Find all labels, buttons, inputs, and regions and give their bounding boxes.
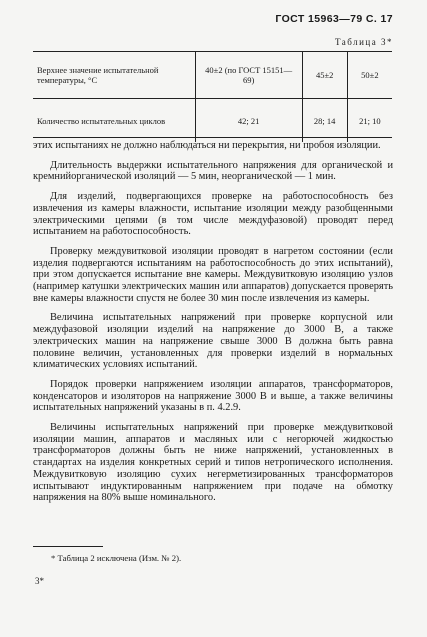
table-row-label: Верхнее значение испытательной температуры, °С xyxy=(33,52,195,99)
table-row-label: Количество испытательных циклов xyxy=(37,115,166,126)
table-cell: 42; 21 xyxy=(195,99,302,143)
page-header xyxy=(0,0,427,30)
table-cell: 50±2 xyxy=(347,52,392,99)
paragraph: этих испытаниях не должно наблюдаться ни перекрытия, ни пробоя изоляции. xyxy=(33,140,381,151)
paragraph: Длительность выдержки испытательного напряжения для органической и кремнийорганической изоляций — 5 мин, неорганической — 1 мин. xyxy=(33,159,393,183)
table-row xyxy=(33,52,392,99)
footnote: * Таблица 2 исключена (Изм. № 2). xyxy=(51,553,182,563)
footnote-divider xyxy=(33,546,103,547)
table-caption: Таблица 3* xyxy=(335,37,393,47)
paragraph: Для изделий, подвергающихся проверке на работоспособность без извлечения из камеры влажности, испытание изоляции между разобщенными электрическими цепями (в том числе междуфазовой) проводят перед испытанием на работоспособность. xyxy=(33,191,393,238)
data-table xyxy=(33,51,392,138)
table-row xyxy=(33,99,392,143)
table-cell: 28; 14 xyxy=(302,99,347,143)
document-body xyxy=(33,140,393,512)
paragraph: Величина испытательных напряжений при проверке корпусной или междуфазовой изоляции изделий на напряжение до 3000 В, а также электрических машин на напряжение свыше 3000 В должна быть равна половине величин, установленных для проверки изделий в нормальных климатических условиях испытаний. xyxy=(33,312,393,371)
paragraph: Проверку междувитковой изоляции проводят в нагретом состоянии (если изделия подвергаются испытаниям на работоспособность до этих испытаний), при этом допускается испытание вне камеры. Междувитковую изоляцию узлов (например катушки электрических машин или аппаратов) допускается проверять вне камеры влажности спустя не более 30 мин после извлечения из камеры. xyxy=(33,245,393,304)
document-title: ГОСТ 15963—79 С. 17 xyxy=(275,13,393,25)
table-cell: 40±2 (по ГОСТ 15151—69) xyxy=(195,52,302,99)
paragraph: Порядок проверки напряжением изоляции аппаратов, трансформаторов, конденсаторов и изоляторов на напряжение 3000 В и выше, а также величины испытательных напряжений указаны в п. 4.2.9. xyxy=(33,378,393,414)
table-cell: 21; 10 xyxy=(347,99,392,143)
paragraph: Величины испытательных напряжений при проверке междувитковой изоляции машин, аппаратов и масляных или с негорючей жидкостью трансформаторов должны быть не ниже напряжений, установленных в стандартах на изделия конкретных серий и типов нетропического исполнения. Междувитковую изоляцию сухих негерметизированных трансформаторов испытывают индуктированным напряжением при подаче на обмотку напряжения на 80% выше номинального. xyxy=(33,422,393,504)
table-cell: 45±2 xyxy=(302,52,347,99)
page-mark: 3* xyxy=(35,576,44,586)
